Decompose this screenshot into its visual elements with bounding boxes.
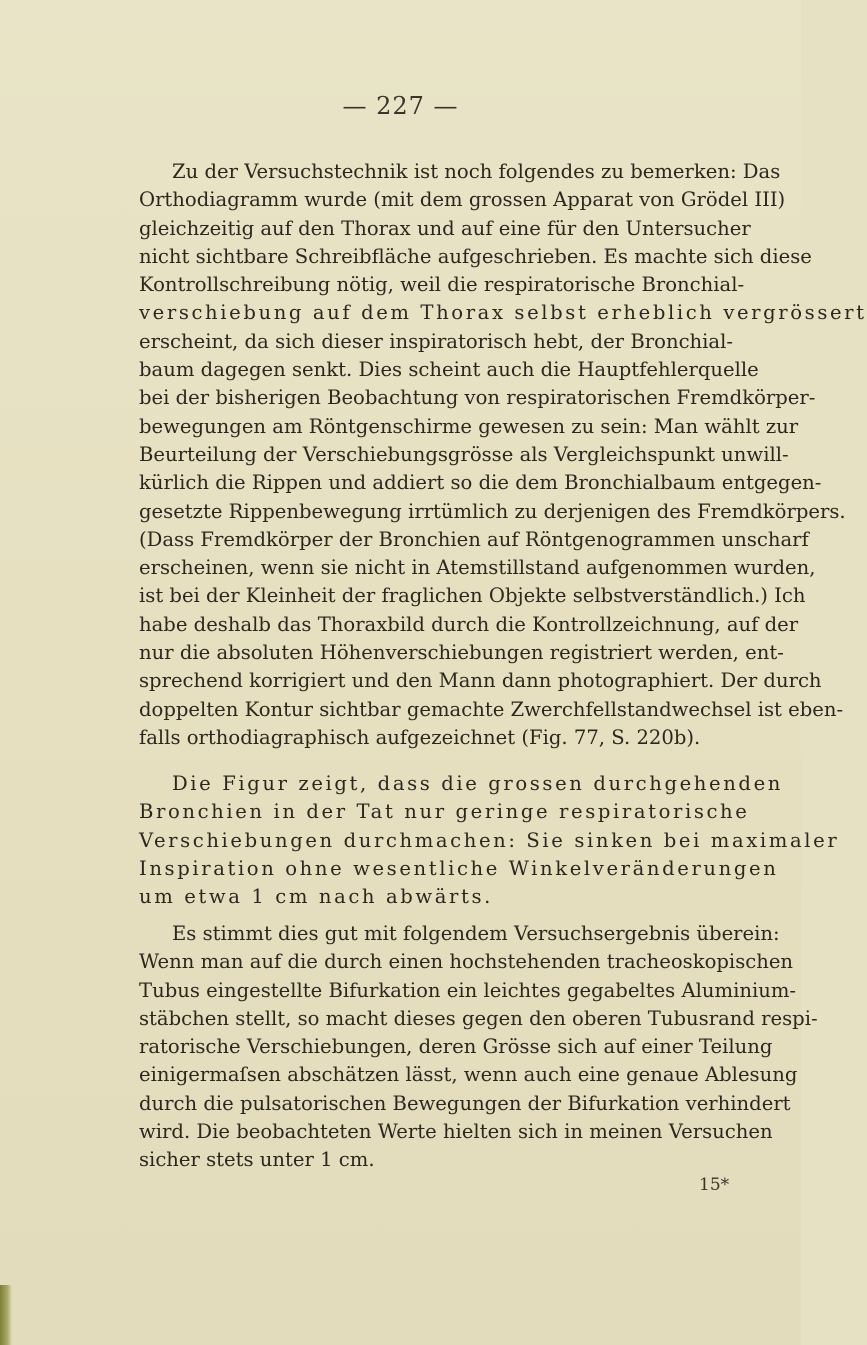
text-line: nicht sichtbare Schreibfläche aufgeschrieben. Es machte sich diese (139, 244, 812, 268)
text-line: nur die absoluten Höhenverschiebungen registriert werden, ent- (139, 641, 784, 665)
paragraph-1 (139, 158, 867, 752)
paragraph-2-emphasis (139, 770, 840, 911)
text-line: Inspiration ohne wesentliche Winkelveränderungen (139, 856, 779, 880)
text-line: gleichzeitig auf den Thorax und auf eine für den Untersucher (139, 216, 751, 240)
text-line: kürlich die Rippen und addiert so die dem Bronchialbaum entgegen- (139, 471, 822, 495)
text-line: Beurteilung der Verschiebungsgrösse als Vergleichspunkt unwill- (139, 442, 789, 466)
text-line: Die Figur zeigt, dass die grossen durchgehenden (172, 772, 783, 795)
text-line: Es stimmt dies gut mit folgendem Versuchsergebnis überein: (172, 922, 780, 945)
paragraph-3 (139, 920, 818, 1175)
text-line: doppelten Kontur sichtbar gemachte Zwerchfellstandwechsel ist eben- (139, 697, 844, 721)
text-line: ist bei der Kleinheit der fraglichen Objekte selbstverständlich.) Ich (139, 584, 806, 608)
text-line: (Dass Fremdkörper der Bronchien auf Röntgenogrammen unscharf (139, 527, 809, 551)
text-line: verschiebung auf dem Thorax selbst erheblich vergrössert (139, 301, 867, 325)
text-line: habe deshalb das Thoraxbild durch die Kontrollzeichnung, auf der (139, 612, 799, 636)
text-line: Tubus eingestellte Bifurkation ein leichtes gegabeltes Aluminium- (139, 978, 797, 1002)
text-line: erscheinen, wenn sie nicht in Atemstillstand aufgenommen wurden, (139, 556, 816, 580)
text-line: bewegungen am Röntgenschirme gewesen zu sein: Man wählt zur (139, 414, 799, 438)
signature-mark: 15* (699, 1175, 730, 1195)
text-line: Bronchien in der Tat nur geringe respiratorische (139, 800, 750, 824)
text-line: Zu der Versuchstechnik ist noch folgendes zu bemerken: Das (172, 160, 781, 183)
text-line: erscheint, da sich dieser inspiratorisch hebt, der Bronchial- (139, 329, 733, 353)
page-number: — 227 — (342, 92, 459, 120)
text-line: Verschiebungen durchmachen: Sie sinken bei maximaler (139, 828, 840, 852)
text-line: baum dagegen senkt. Dies scheint auch die Hauptfehlerquelle (139, 358, 759, 382)
text-line: falls orthodiagraphisch aufgezeichnet (Fig. 77, S. 220b). (139, 725, 701, 749)
text-line: um etwa 1 cm nach abwärts. (139, 885, 493, 909)
text-line: durch die pulsatorischen Bewegungen der Bifurkation verhindert (139, 1091, 791, 1115)
text-line: bei der bisherigen Beobachtung von respiratorischen Fremdkörper- (139, 386, 816, 410)
text-line: Kontrollschreibung nötig, weil die respiratorische Bronchial- (139, 273, 745, 297)
text-line: Orthodiagramm wurde (mit dem grossen Apparat von Grödel III) (139, 188, 786, 212)
text-line: stäbchen stellt, so macht dieses gegen den oberen Tubusrand respi- (139, 1006, 818, 1030)
text-line: gesetzte Rippenbewegung irrtümlich zu derjenigen des Fremdkörpers. (139, 499, 846, 523)
page-edge-shadow (0, 1285, 12, 1345)
text-line: sicher stets unter 1 cm. (139, 1148, 375, 1172)
text-line: ratorische Verschiebungen, deren Grösse sich auf einer Teilung (139, 1035, 773, 1059)
text-line: wird. Die beobachteten Werte hielten sich in meinen Versuchen (139, 1120, 773, 1144)
text-line: sprechend korrigiert und den Mann dann photographiert. Der durch (139, 669, 822, 693)
text-line: Wenn man auf die durch einen hochstehenden tracheoskopischen (139, 950, 794, 974)
text-line: einigermaſsen abschätzen lässt, wenn auch eine genaue Ablesung (139, 1063, 798, 1087)
